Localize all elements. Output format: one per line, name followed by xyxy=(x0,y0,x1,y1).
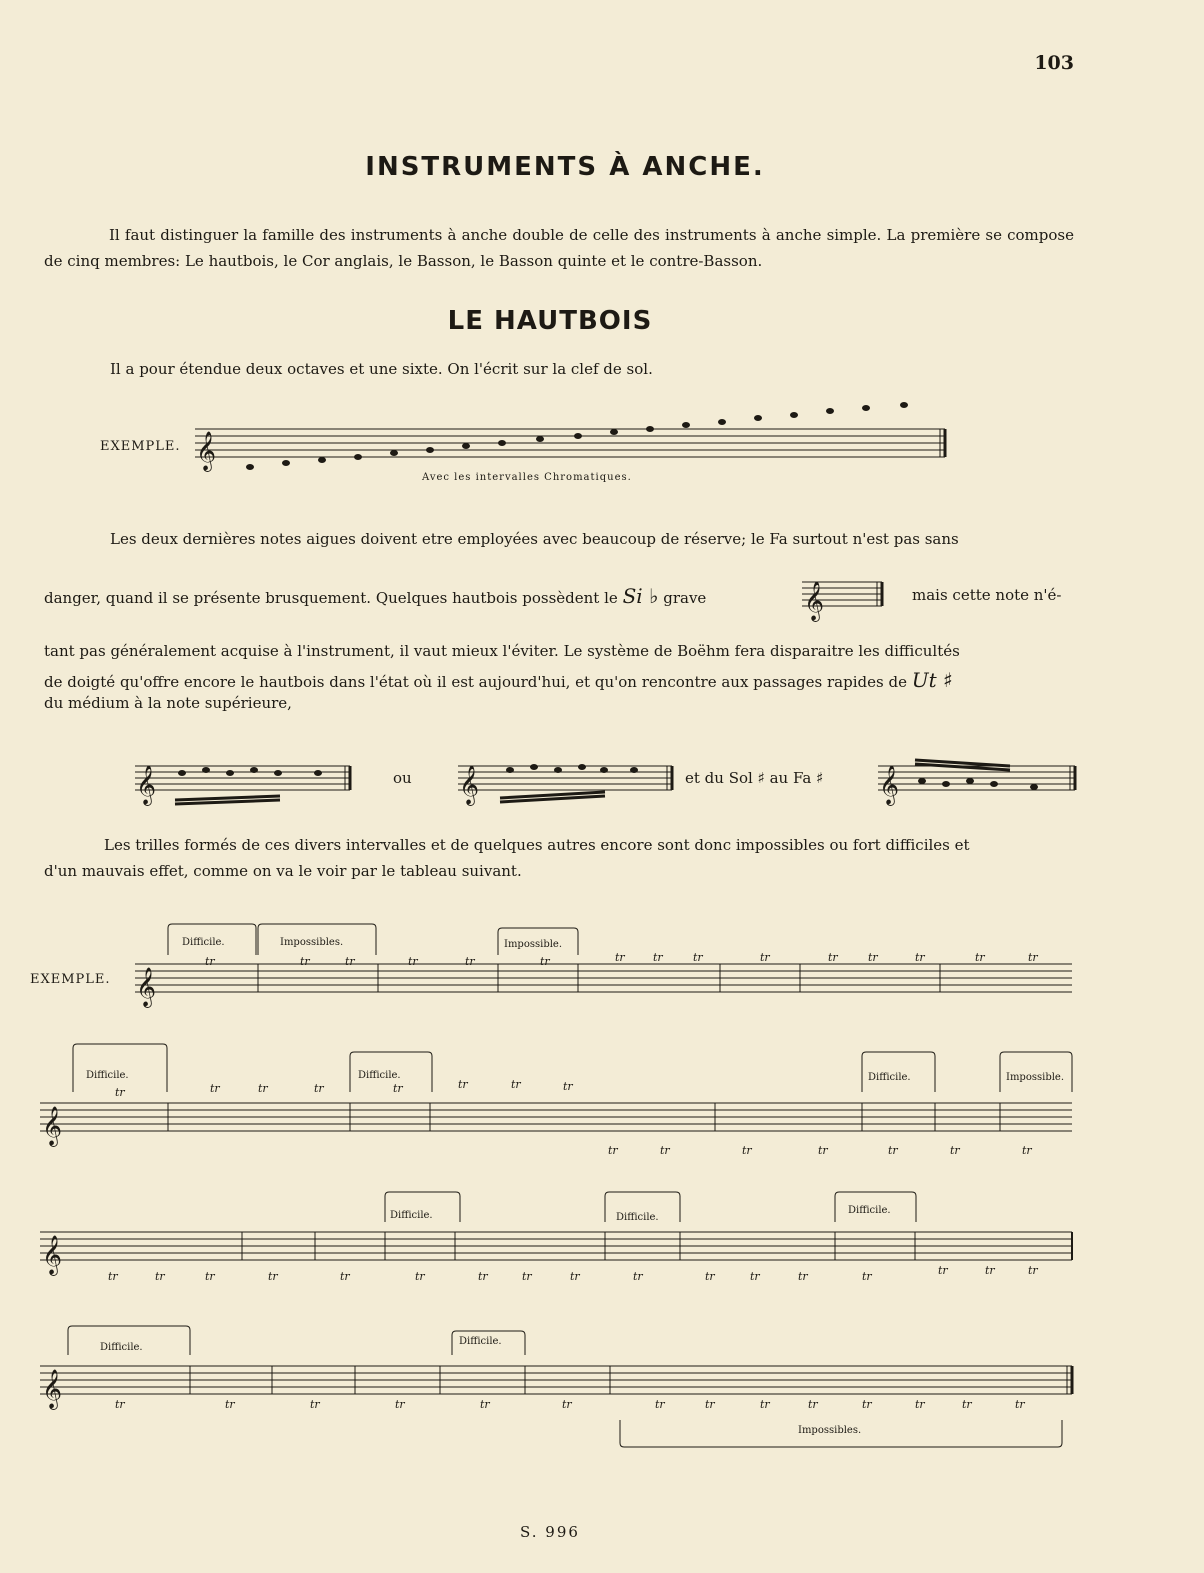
trill-mark: tr xyxy=(862,1398,872,1411)
range-text: Il a pour étendue deux octaves et une sixte. On l'écrit sur la clef de sol. xyxy=(110,360,653,378)
sol-sharp-text: et du Sol ♯ au Fa ♯ xyxy=(685,769,824,787)
trill-mark: tr xyxy=(888,1144,898,1157)
trill-mark: tr xyxy=(938,1264,948,1277)
trill-mark: tr xyxy=(562,1398,572,1411)
range-staff xyxy=(195,429,945,457)
trill-staff-2 xyxy=(40,1103,1072,1131)
trill-mark: tr xyxy=(314,1082,324,1095)
trill-mark: tr xyxy=(915,951,925,964)
label-difficile: Difficile. xyxy=(390,1210,433,1221)
label-impossibles: Impossibles. xyxy=(798,1425,862,1436)
label-impossible: Impossible. xyxy=(504,939,563,950)
para3-line1: Les trilles formés de ces divers intervalles et de quelques autres encore sont donc impossibles ou fort difficiles et xyxy=(104,836,970,854)
trill-mark: tr xyxy=(345,955,355,968)
trill-mark: tr xyxy=(962,1398,972,1411)
ut-sharp-note: Ut ♯ xyxy=(911,668,953,692)
trill-mark: tr xyxy=(985,1264,995,1277)
trill-mark: tr xyxy=(108,1270,118,1283)
trill-mark: tr xyxy=(915,1398,925,1411)
trill-mark: tr xyxy=(798,1270,808,1283)
trill-mark: tr xyxy=(540,955,550,968)
svg-text:𝄞: 𝄞 xyxy=(879,765,900,805)
section-title: LE HAUTBOIS xyxy=(447,306,653,336)
trill-mark: tr xyxy=(742,1144,752,1157)
trill-mark: tr xyxy=(458,1078,468,1091)
trill-mark: tr xyxy=(950,1144,960,1157)
trill-mark: tr xyxy=(415,1270,425,1283)
trill-mark: tr xyxy=(570,1270,580,1283)
label-difficile: Difficile. xyxy=(616,1212,659,1223)
label-difficile: Difficile. xyxy=(459,1336,502,1347)
svg-text:𝄞: 𝄞 xyxy=(42,1369,63,1409)
trill-mark: tr xyxy=(478,1270,488,1283)
trill-mark: tr xyxy=(750,1270,760,1283)
trill-mark: tr xyxy=(465,955,475,968)
example-label-1: EXEMPLE. xyxy=(100,439,181,454)
label-difficile: Difficile. xyxy=(182,937,225,948)
trill-mark: tr xyxy=(522,1270,532,1283)
footer-plate-number: S. 996 xyxy=(520,1523,580,1541)
trill-mark: tr xyxy=(1028,1264,1038,1277)
label-difficile: Difficile. xyxy=(86,1070,129,1081)
trill-mark: tr xyxy=(653,951,663,964)
trill-mark: tr xyxy=(210,1082,220,1095)
trill-mark: tr xyxy=(862,1270,872,1283)
trill-mark: tr xyxy=(705,1398,715,1411)
passage-staff-2 xyxy=(458,766,672,790)
para2-line5: du médium à la note supérieure, xyxy=(44,694,292,712)
svg-text:𝄞: 𝄞 xyxy=(804,581,825,621)
trill-mark: tr xyxy=(760,1398,770,1411)
para2-line1: Les deux dernières notes aigues doivent etre employées avec beaucoup de réserve; le Fa surtout n'est pas sans xyxy=(110,530,959,548)
para2-line2b: grave xyxy=(663,589,707,607)
trill-mark: tr xyxy=(693,951,703,964)
svg-text:𝄞: 𝄞 xyxy=(42,1235,63,1275)
intro-paragraph: Il faut distinguer la famille des instruments à anche double de celle des instruments à anche simple. La première se compose de cinq membres: Le hautbois, le Cor anglais, le Basson, le Basson quinte et le contre-Basson. xyxy=(44,226,1074,270)
trill-mark: tr xyxy=(633,1270,643,1283)
passage-staff-1 xyxy=(135,766,350,790)
label-impossibles: Impossibles. xyxy=(280,937,344,948)
trill-mark: tr xyxy=(808,1398,818,1411)
trill-mark: tr xyxy=(818,1144,828,1157)
trill-mark: tr xyxy=(563,1080,573,1093)
label-difficile: Difficile. xyxy=(868,1072,911,1083)
trill-mark: tr xyxy=(615,951,625,964)
para2-line2a: danger, quand il se présente brusquement. Quelques hautbois possèdent le xyxy=(44,589,618,607)
trill-mark: tr xyxy=(310,1398,320,1411)
para2-line2 xyxy=(44,584,706,608)
trill-mark: tr xyxy=(205,955,215,968)
trill-mark: tr xyxy=(1015,1398,1025,1411)
trill-mark: tr xyxy=(868,951,878,964)
label-impossible: Impossible. xyxy=(1006,1072,1065,1083)
label-difficile: Difficile. xyxy=(100,1342,143,1353)
trill-mark: tr xyxy=(225,1398,235,1411)
svg-text:𝄞: 𝄞 xyxy=(136,967,157,1007)
passage-notes xyxy=(178,764,1038,790)
trill-mark: tr xyxy=(268,1270,278,1283)
trill-mark: tr xyxy=(1022,1144,1032,1157)
passage-staff-3 xyxy=(878,766,1075,790)
trill-mark: tr xyxy=(1028,951,1038,964)
para2-line4-text: de doigté qu'offre encore le hautbois dans l'état où il est aujourd'hui, et qu'on rencontre aux passages rapides de xyxy=(44,673,907,691)
example-label-2: EXEMPLE. xyxy=(30,972,111,987)
svg-text:𝄞: 𝄞 xyxy=(136,765,157,805)
trill-staff-3 xyxy=(40,1232,1072,1260)
trill-mark: tr xyxy=(608,1144,618,1157)
svg-text:𝄞: 𝄞 xyxy=(196,431,217,471)
trill-mark: tr xyxy=(705,1270,715,1283)
trill-mark: tr xyxy=(760,951,770,964)
para3-line2: d'un mauvais effet, comme on va le voir par le tableau suivant. xyxy=(44,862,522,880)
chromatic-caption: Avec les intervalles Chromatiques. xyxy=(422,472,632,483)
trill-mark: tr xyxy=(511,1078,521,1091)
para2-line2c: mais cette note n'é- xyxy=(912,586,1062,604)
svg-text:𝄞: 𝄞 xyxy=(42,1106,63,1146)
trill-mark: tr xyxy=(115,1086,125,1099)
trill-mark: tr xyxy=(300,955,310,968)
trill-mark: tr xyxy=(975,951,985,964)
trill-mark: tr xyxy=(655,1398,665,1411)
ou-text: ou xyxy=(393,769,412,787)
trill-staff-4 xyxy=(40,1366,1072,1394)
label-difficile: Difficile. xyxy=(848,1205,891,1216)
trill-mark: tr xyxy=(393,1082,403,1095)
trill-mark: tr xyxy=(480,1398,490,1411)
trill-mark: tr xyxy=(340,1270,350,1283)
trill-mark: tr xyxy=(395,1398,405,1411)
si-flat-note: Si ♭ xyxy=(622,584,659,608)
trill-mark: tr xyxy=(660,1144,670,1157)
trill-mark: tr xyxy=(155,1270,165,1283)
trill-mark: tr xyxy=(408,955,418,968)
svg-text:𝄞: 𝄞 xyxy=(459,765,480,805)
trill-mark: tr xyxy=(258,1082,268,1095)
trill-mark: tr xyxy=(828,951,838,964)
trill-mark: tr xyxy=(115,1398,125,1411)
para2-line4 xyxy=(44,668,953,692)
trill-mark: tr xyxy=(205,1270,215,1283)
page-number: 103 xyxy=(1034,52,1074,74)
para2-line3: tant pas généralement acquise à l'instrument, il vaut mieux l'éviter. Le système de Boëhm fera disparaitre les difficultés xyxy=(44,642,960,660)
trill-staff-1 xyxy=(135,964,1072,992)
page-title: INSTRUMENTS À ANCHE. xyxy=(365,152,765,182)
label-difficile: Difficile. xyxy=(358,1070,401,1081)
